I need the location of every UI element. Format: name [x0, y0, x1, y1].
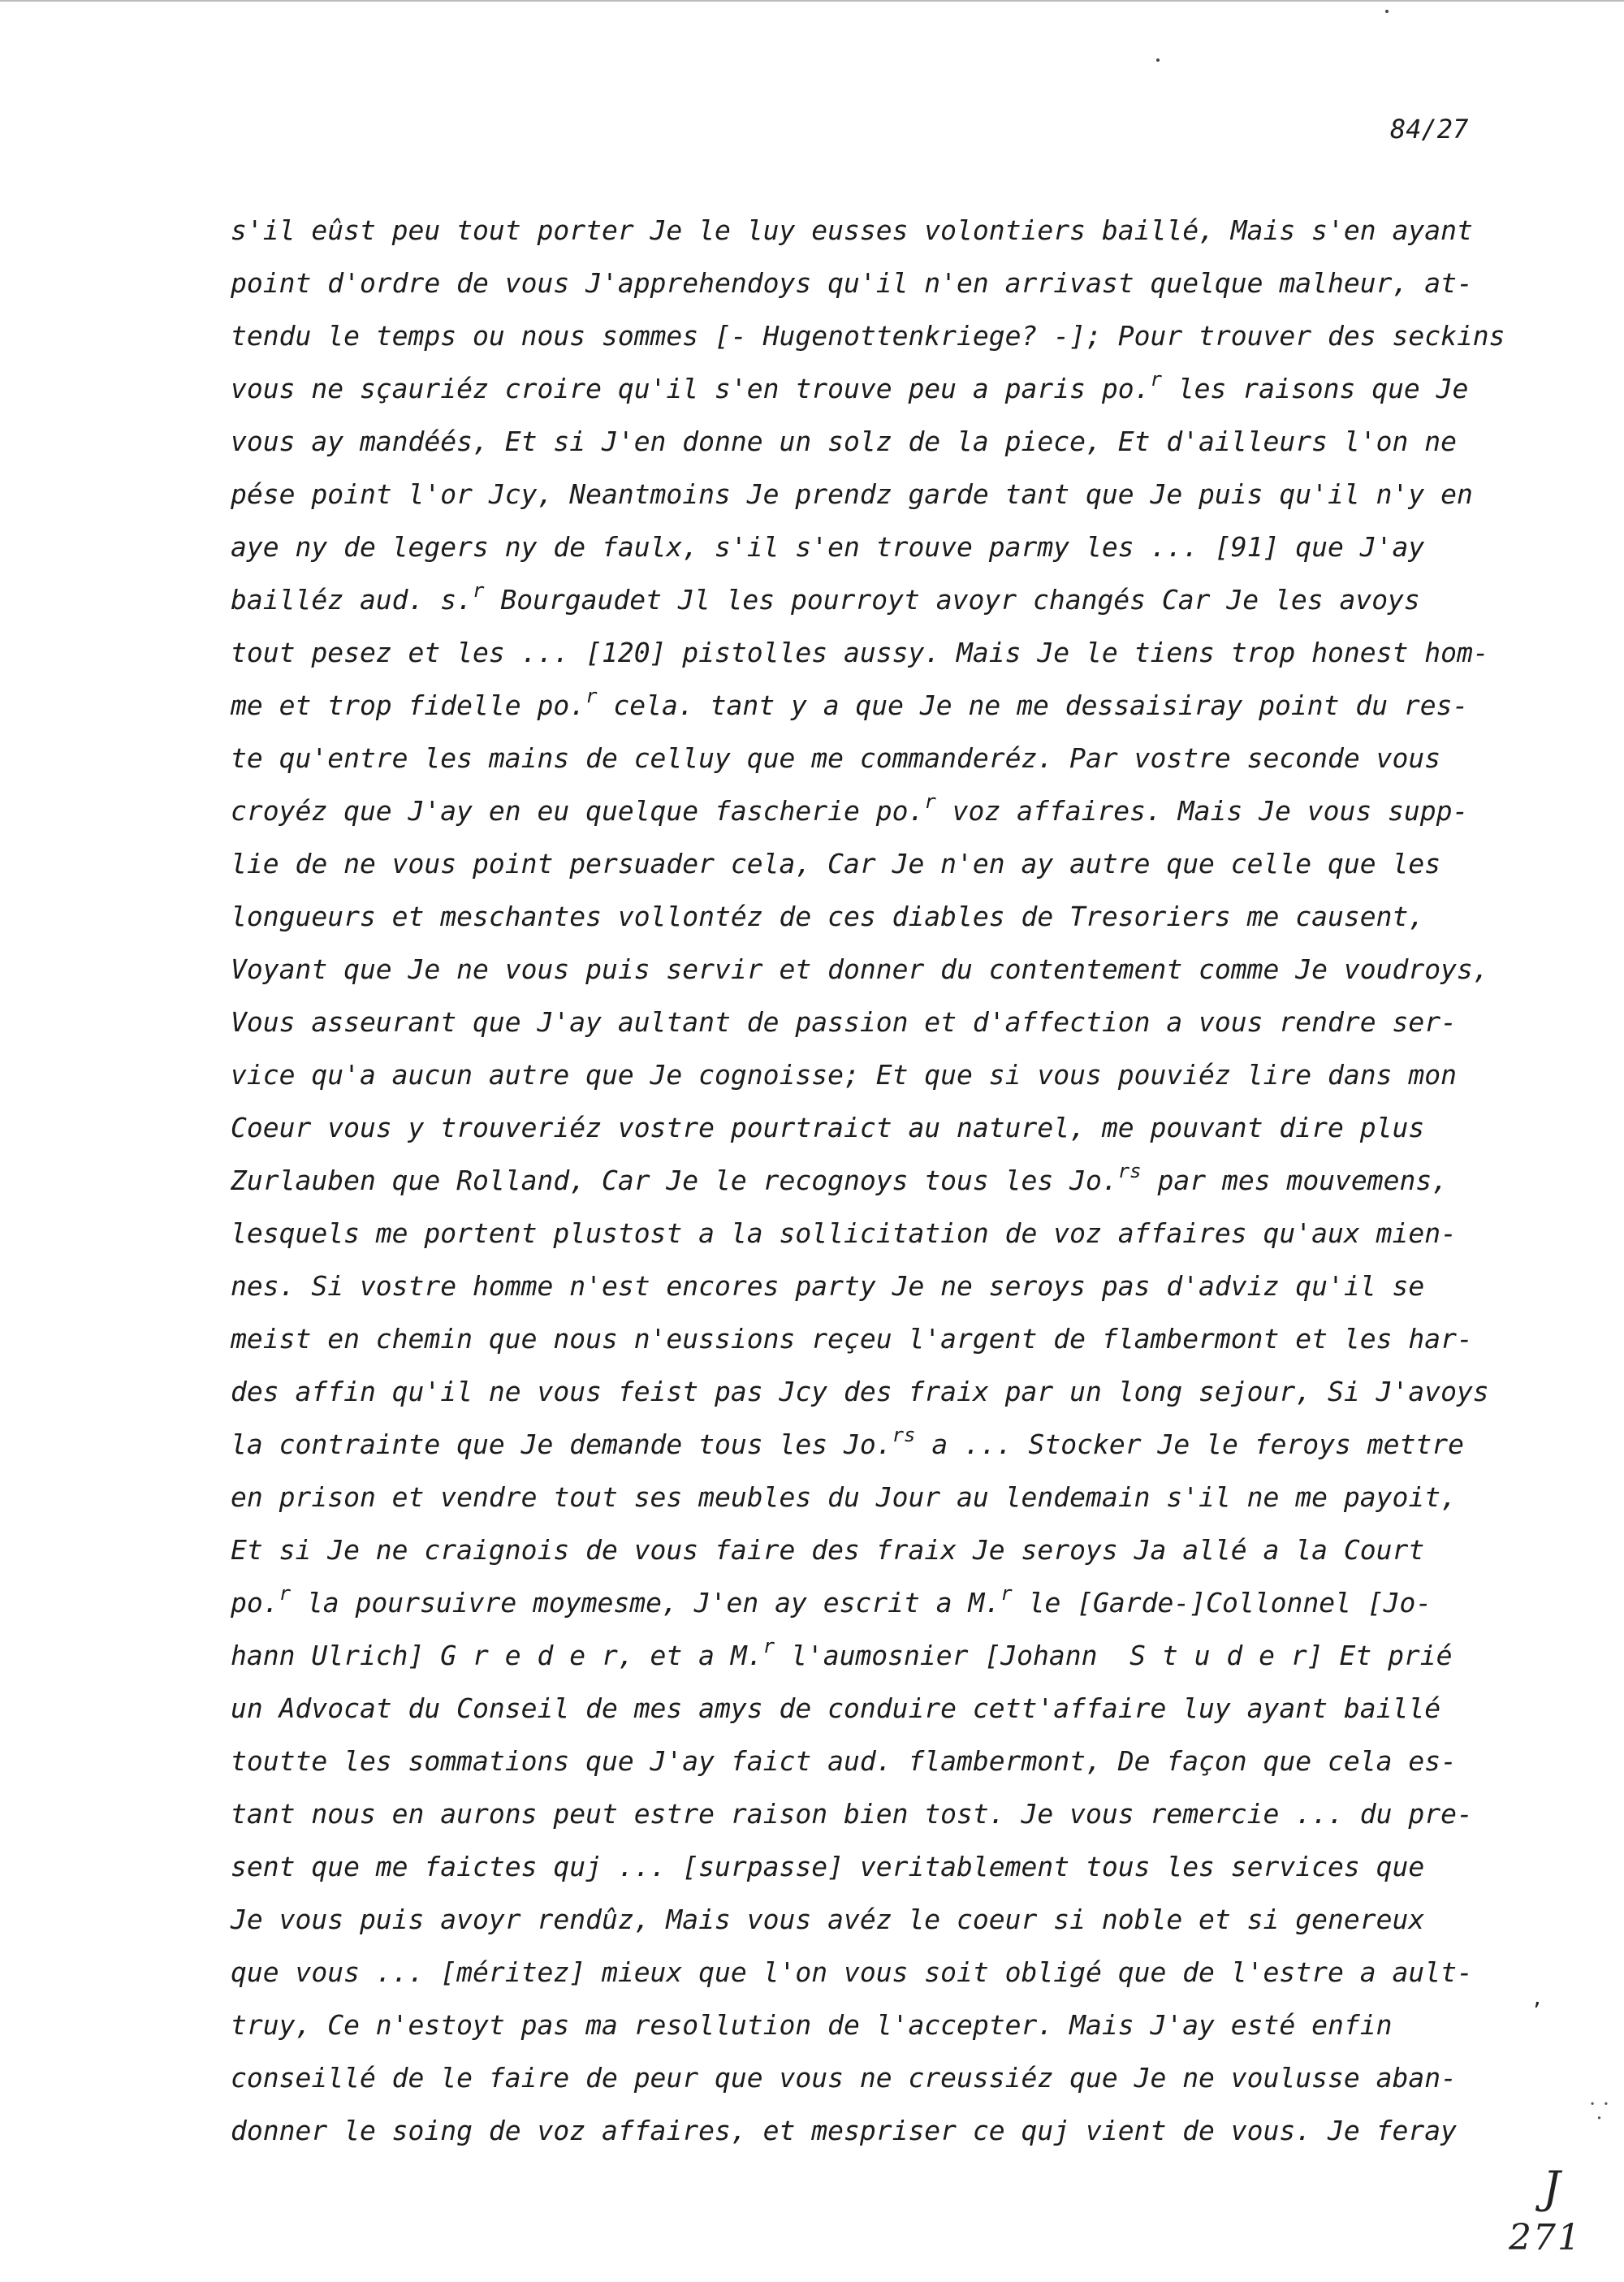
text-line: des affin qu'il ne vous feist pas Jcy des fraix par un long sejour, Si J'avoys [231, 1376, 1489, 1407]
text-segment: le [Garde-]Collonnel [Jo- [1012, 1587, 1432, 1619]
text-line: s'il eûst peu tout porter Je le luy eusses volontiers baillé, Mais s'en ayant [231, 214, 1473, 246]
margin-scribble-mark: ⸪ [1590, 2098, 1609, 2124]
text-line: te qu'entre les mains de celluy que me commanderéz. Par vostre seconde vous [231, 742, 1441, 774]
text-line: sent que me faictes quj ... [surpasse] veritablement tous les services que [231, 1851, 1425, 1882]
text-line: longueurs et meschantes vollontéz de ces diables de Tresoriers me causent, [231, 901, 1425, 932]
text-segment: po. [231, 1587, 279, 1619]
text-line: tout pesez et les ... [120] pistolles aussy. Mais Je le tiens trop honest hom- [231, 637, 1489, 668]
text-segment: par mes mouvemens, [1141, 1165, 1449, 1196]
text-line: nes. Si vostre homme n'est encores party Je ne seroys pas d'adviz qu'il se [231, 1270, 1425, 1302]
text-line: Coeur vous y trouveriéz vostre pourtraict au naturel, me pouvant dire plus [231, 1112, 1425, 1143]
text-line: vice qu'a aucun autre que Je cognoisse; Et que si vous pouviéz lire dans mon [231, 1059, 1457, 1091]
text-line [231, 1635, 1624, 1688]
text-line: meist en chemin que nous n'eussions reçeu l'argent de flambermont et les har- [231, 1323, 1473, 1355]
text-segment: vous ne sçauriéz croire qu'il s'en trouve peu a paris po. [231, 373, 1151, 404]
superscript-abbreviation: r [762, 1635, 775, 1657]
margin-tick-mark: ’ [1533, 1998, 1541, 2026]
scan-speck [1156, 58, 1160, 62]
text-segment: la contrainte que Je demande tous les Jo. [231, 1428, 892, 1460]
handwritten-page-number: 271 [1509, 2217, 1582, 2258]
text-line: que vous ... [méritez] mieux que l'on vous soit obligé que de l'estre a ault- [231, 1956, 1473, 1988]
text-line: Je vous puis avoyr rendûz, Mais vous avéz le coeur si noble et si genereux [231, 1904, 1425, 1935]
superscript-abbreviation: rs [1117, 1160, 1142, 1182]
text-line: aye ny de legers ny de faulx, s'il s'en trouve parmy les ... [91] que J'ay [231, 531, 1425, 563]
text-segment: voz affaires. Mais Je vous supp- [935, 795, 1469, 827]
text-segment: a ... Stocker Je le feroys mettre [915, 1428, 1464, 1460]
handwritten-initial: J [1543, 2162, 1561, 2213]
text-segment: me et trop fidelle po. [231, 689, 586, 721]
text-line [231, 1582, 1624, 1635]
text-line [231, 1424, 1624, 1476]
text-line: Et si Je ne craignois de vous faire des fraix Je seroys Ja allé a la Court [231, 1534, 1425, 1566]
text-line: donner le soing de voz affaires, et mespriser ce quj vient de vous. Je feray [231, 2115, 1457, 2146]
text-line: un Advocat du Conseil de mes amys de conduire cett'affaire luy ayant baillé [231, 1692, 1441, 1724]
text-line: lesquels me portent plustost a la sollicitation de voz affaires qu'aux mien- [231, 1217, 1457, 1249]
text-line: conseillé de le faire de peur que vous ne creussiéz que Je ne voulusse aban- [231, 2062, 1457, 2094]
text-segment: cela. tant y a que Je ne me dessaisiray point du res- [597, 689, 1469, 721]
superscript-abbreviation: r [585, 685, 598, 707]
text-line: toutte les sommations que J'ay faict aud. flambermont, De façon que cela es- [231, 1745, 1457, 1777]
text-segment: Zurlauben que Rolland, Car Je le recognoys tous les Jo. [231, 1165, 1118, 1196]
text-line: lie de ne vous point persuader cela, Car Je n'en ay autre que celle que les [231, 848, 1441, 880]
text-line: en prison et vendre tout ses meubles du Jour au lendemain s'il ne me payoit, [231, 1481, 1457, 1513]
text-segment: bailléz aud. s. [231, 584, 473, 616]
page-top-edge [0, 0, 1624, 2]
text-line: truy, Ce n'estoyt pas ma resollution de l'accepter. Mais J'ay esté enfin [231, 2009, 1393, 2041]
text-line [231, 1160, 1624, 1212]
text-line: point d'ordre de vous J'apprehendoys qu'il n'en arrivast quelque malheur, at- [231, 267, 1473, 299]
text-segment: hann Ulrich] G r e d e r, et a M. [231, 1640, 763, 1671]
superscript-abbreviation: r [1150, 368, 1162, 391]
superscript-abbreviation: r [1000, 1582, 1013, 1605]
text-segment: l'aumosnier [Johann S t u d e r] Et prié [775, 1640, 1453, 1671]
text-line [231, 790, 1624, 843]
letter-body-text [231, 210, 1624, 2163]
text-line: vous ay mandéés, Et si J'en donne un solz de la piece, Et d'ailleurs l'on ne [231, 426, 1457, 457]
text-line [231, 579, 1624, 632]
text-line: pése point l'or Jcy, Neantmoins Je prendz garde tant que Je puis qu'il n'y en [231, 478, 1473, 510]
text-segment: les raisons que Je [1161, 373, 1469, 404]
text-segment: croyéz que J'ay en eu quelque fascherie po. [231, 795, 925, 827]
text-line [231, 368, 1624, 421]
superscript-abbreviation: r [473, 579, 485, 602]
superscript-abbreviation: rs [892, 1424, 916, 1446]
superscript-abbreviation: r [924, 790, 936, 813]
text-line: tendu le temps ou nous sommes [- Hugenottenkriege? -]; Pour trouver des seckins [231, 320, 1505, 352]
page-number: 84/27 [1390, 114, 1469, 145]
text-line [231, 685, 1624, 737]
text-line: Vous asseurant que J'ay aultant de passion et d'affection a vous rendre ser- [231, 1006, 1457, 1038]
text-segment: la poursuivre moymesme, J'en ay escrit a M. [291, 1587, 1001, 1619]
text-line: tant nous en aurons peut estre raison bien tost. Je vous remercie ... du pre- [231, 1798, 1473, 1830]
scan-speck [1385, 10, 1389, 13]
superscript-abbreviation: r [279, 1582, 292, 1605]
text-line: Voyant que Je ne vous puis servir et donner du contentement comme Je voudroys, [231, 953, 1489, 985]
text-segment: Bourgaudet Jl les pourroyt avoyr changés Car Je les avoys [484, 584, 1420, 616]
